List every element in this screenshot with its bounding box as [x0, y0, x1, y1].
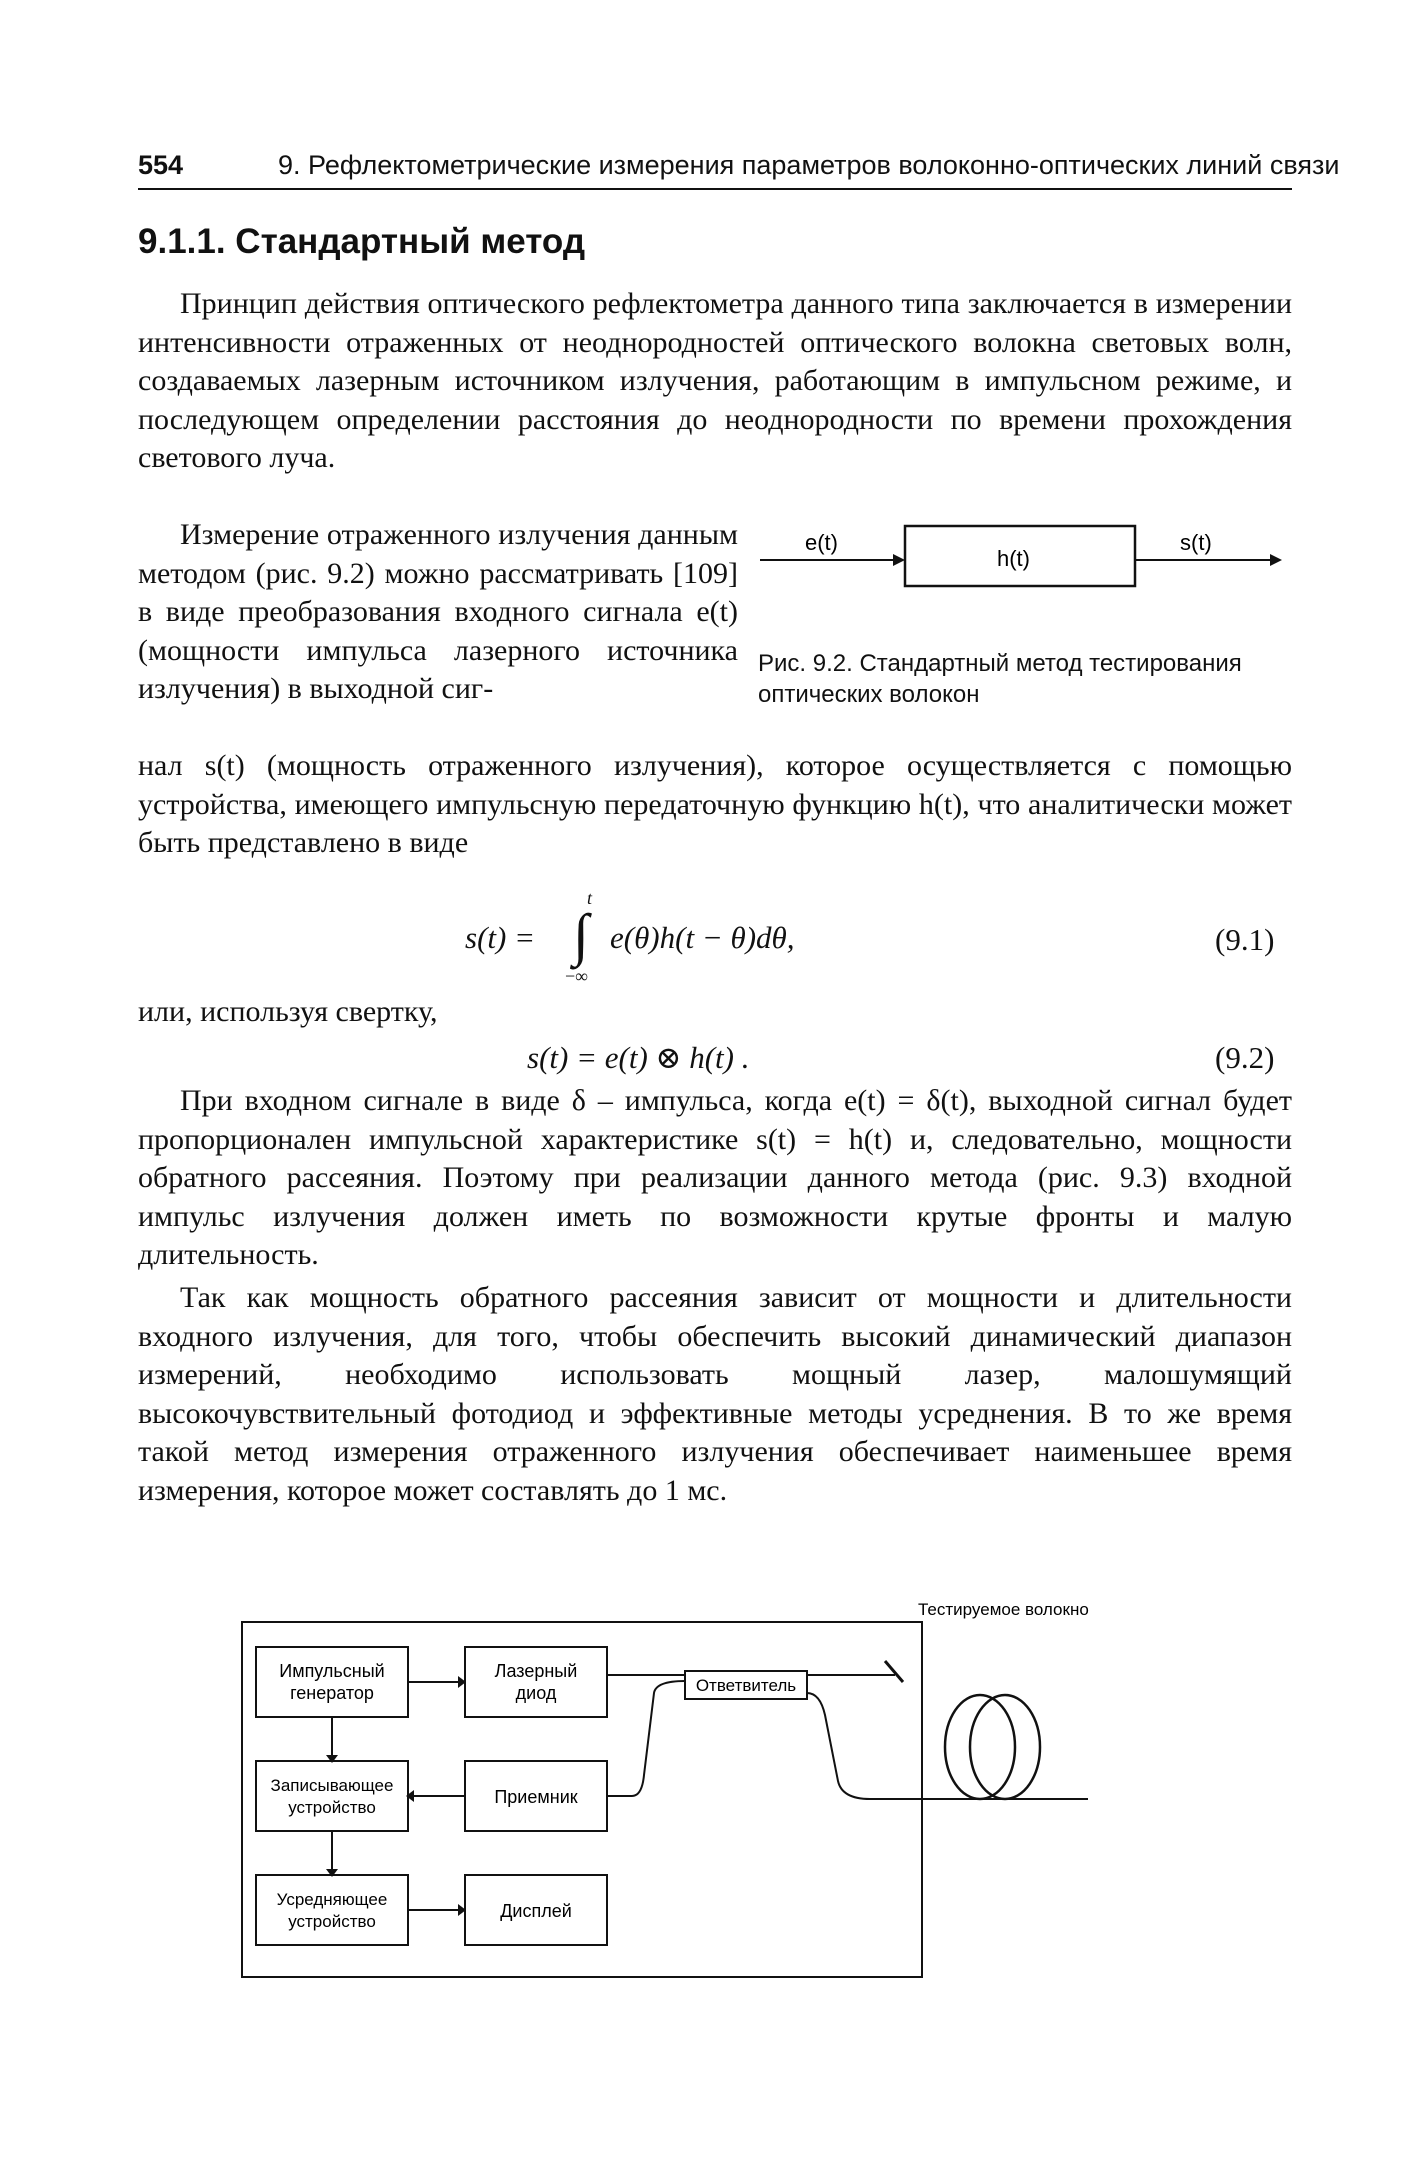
section-title: 9.1.1. Стандартный метод	[138, 222, 586, 261]
recorder-box	[256, 1761, 408, 1831]
eq1-lower-limit: −∞	[565, 966, 588, 986]
laser-diode-box	[465, 1647, 607, 1717]
eq1-upper-limit: t	[587, 888, 593, 908]
caption-line-1: Рис. 9.2. Стандартный метод тестирования	[758, 650, 1242, 677]
receiver-label: Приемник	[494, 1787, 578, 1807]
paragraph-4: При входном сигнале в виде δ – импульса, когда e(t) = δ(t), выходной сигнал будет пропорционален импульсной характеристике s(t) = h(t) и, следовательно, мощности обратного рассеяния. Поэтому при реализации данного метода (рис. 9.3) входной импульс излучения должен иметь по возможности крутые фронты и малую длительность.	[138, 1084, 1292, 1271]
laser-diode-label-1: Лазерный	[494, 1661, 578, 1681]
input-signal-label: e(t)	[805, 530, 838, 555]
paragraph-2: Измерение отраженного излучения данным методом (рис. 9.2) можно рассматривать [109] в виде преобразования входного сигнала e(t) (мощности импульса лазерного источника излучения) в выходной сиг-	[138, 518, 738, 705]
figure-9-3-diagram	[230, 1575, 1230, 1995]
figure-9-2-caption	[758, 648, 1298, 710]
recorder-label-2: устройство	[288, 1798, 376, 1817]
averager-box	[256, 1875, 408, 1945]
pulse-generator-box	[256, 1647, 408, 1717]
fiber-coil-icon	[945, 1695, 1040, 1799]
paragraph-1: Принцип действия оптического рефлектометра данного типа заключается в измерении интенсивности отраженных от неоднородностей оптического волокна световых волн, создаваемых лазерным источником излучения, работающим в импульсном режиме, и последующем определении расстояния до неоднородности по времени прохождения светового луча.	[138, 287, 1292, 474]
eq1-rhs: e(θ)h(t − θ)dθ,	[610, 920, 795, 955]
eq1-integral-sign: ∫	[573, 902, 589, 967]
equation-9-1-number: (9.1)	[1215, 922, 1275, 957]
fiber-under-test-label: Тестируемое волокно	[918, 1600, 1089, 1619]
page-number: 554	[138, 150, 184, 180]
caption-line-2: оптических волокон	[758, 681, 980, 708]
input-arrowhead	[893, 554, 905, 566]
block-label: h(t)	[997, 546, 1030, 571]
pulse-generator-label-2: генератор	[290, 1683, 374, 1703]
equation-9-2-number: (9.2)	[1215, 1040, 1275, 1075]
eq1-lhs: s(t) =	[465, 920, 535, 955]
paragraph-3: нал s(t) (мощность отраженного излучения), которое осуществляется с помощью устройства, имеющего импульсную передаточную функцию h(t), что аналитически может быть представлено в виде	[138, 749, 1292, 859]
chapter-title: 9. Рефлектометрические измерения параметров волоконно-оптических линий связи	[278, 150, 1340, 180]
laser-diode-label-2: диод	[515, 1683, 557, 1703]
averager-label-1: Усредняющее	[276, 1890, 388, 1909]
coupler-label: Ответвитель	[695, 1676, 797, 1695]
output-signal-label: s(t)	[1180, 530, 1212, 555]
recorder-label-1: Записывающее	[270, 1776, 394, 1795]
header-divider	[138, 188, 1292, 190]
running-head	[138, 150, 1340, 190]
averager-label-2: устройство	[288, 1912, 376, 1931]
display-label: Дисплей	[500, 1901, 572, 1921]
equation-9-2: s(t) = e(t) ⊗ h(t) .	[527, 1040, 750, 1075]
equation-connector-text: или, используя свертку,	[138, 995, 438, 1028]
paragraph-5: Так как мощность обратного рассеяния зависит от мощности и длительности входного излучения, для того, чтобы обеспечить высокий динамический диапазон измерений, необходимо использовать мощный лазер, малошумящий высокочувствительный фотодиод и эффективные методы усреднения. В то же время такой метод измерения отраженного излучения обеспечивает наименьшее время измерения, которое может составлять до 1 мс.	[138, 1281, 1292, 1507]
pulse-generator-label-1: Импульсный	[279, 1661, 385, 1681]
output-arrowhead	[1270, 554, 1282, 566]
